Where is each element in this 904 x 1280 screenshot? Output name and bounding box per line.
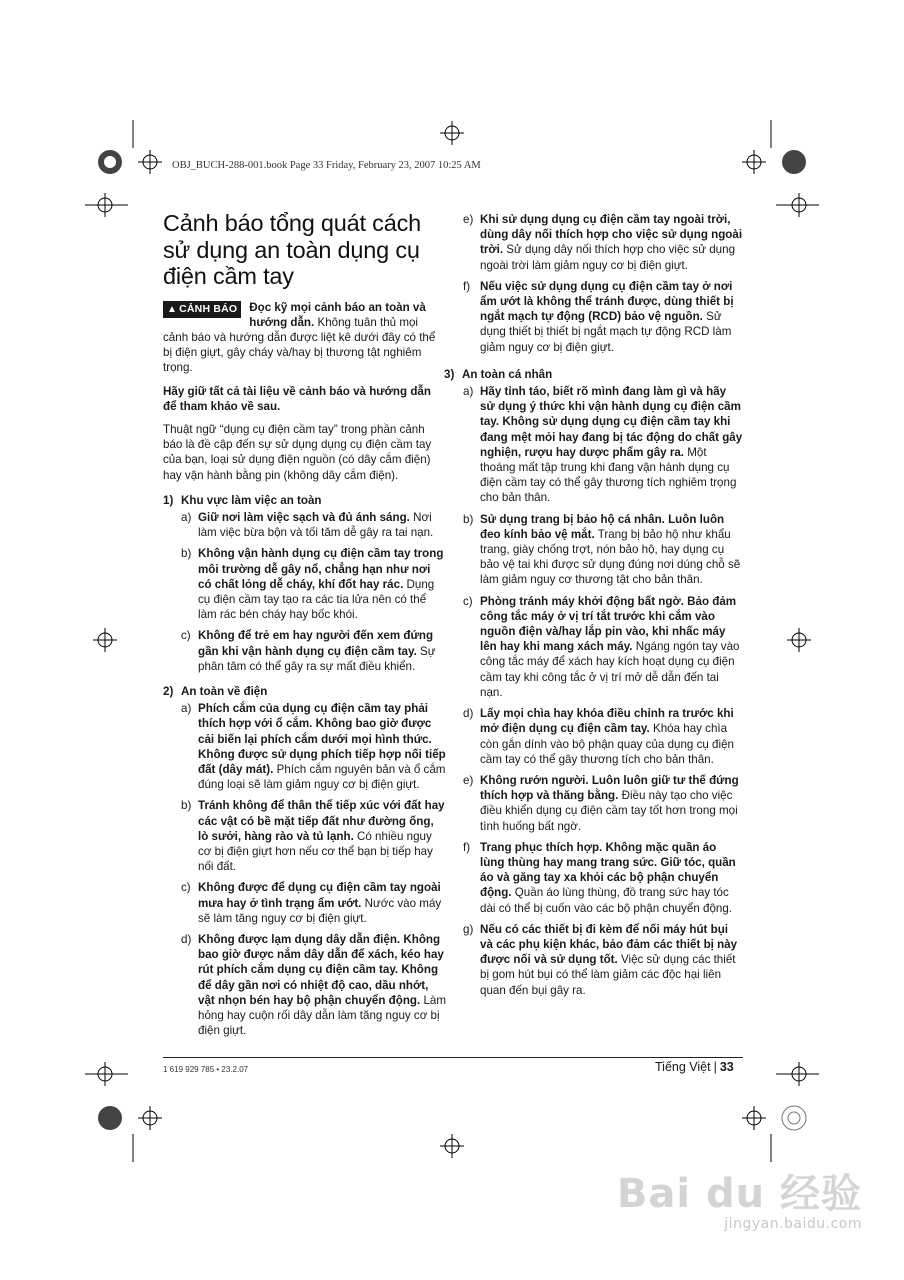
reg-crosshair-bottom-center-icon bbox=[440, 1134, 464, 1158]
footer-separator: | bbox=[713, 1060, 717, 1074]
footer-code: 1 619 929 785 • 23.2.07 bbox=[163, 1065, 249, 1074]
list-item: g) Nếu có các thiết bị đi kèm để nối máy hút bụi và các phụ kiện khác, bảo đảm các thiết bị này được nối và sử dụng tốt. Việc sử dụng các thiết bị gom hút bụi có thể làm giảm các độc hại liên quan đến bụi gây ra. bbox=[463, 922, 738, 997]
reg-crosshair-top-center-icon bbox=[440, 121, 464, 145]
section-personal-safety bbox=[445, 367, 743, 998]
right-column bbox=[444, 212, 743, 1004]
reg-target-top-left-icon bbox=[98, 150, 122, 174]
reg-crosshair-top-left-icon bbox=[138, 150, 162, 174]
warning-bold: Đọc kỹ mọi cảnh báo an toàn và hướng dẫn. bbox=[249, 300, 426, 329]
watermark-url: jingyan.baidu.com bbox=[724, 1216, 862, 1232]
footer-divider bbox=[163, 1057, 743, 1058]
term-note: Thuật ngữ “dụng cụ điện cầm tay” trong phần cảnh báo là đề cập đến sự sử dụng dụng cụ điện cầm tay của bạn, loại sử dụng điện nguồn (có dây cắm điện) hay vận hành bằng pin (không dây cắm điện). bbox=[163, 422, 432, 482]
list-item: a) Hãy tỉnh táo, biết rõ mình đang làm gì và hãy sử dụng ý thức khi vận hành dụng cụ điện cầm tay. Không sử dụng dụng cụ điện cầm tay khi đang mệt mỏi hay đang bị tác động do chất gây nghiện, rượu hay dược phẩm gây ra. Một thoáng mất tập trung khi đang vận hành dụng cụ điện cầm tay có thể gây thương tích nghiêm trọng cho bản thân. bbox=[463, 385, 743, 505]
reg-crosshair-left-bottom-icon bbox=[93, 1062, 117, 1086]
list-item: c) Phòng tránh máy khởi động bất ngờ. Bảo đảm công tắc máy ở vị trí tắt trước khi cắm vào nguồn điện và/hay lắp pin vào, khi nhấc máy lên hay khi mang xách máy. Ngáng ngón tay vào công tắc máy để xách hay kích hoạt dụng cụ điện cầm tay khi công tắc ở vị trí mở dễ dẫn đến tai nạn. bbox=[463, 594, 740, 699]
reg-crosshair-bottom-left-icon bbox=[138, 1106, 162, 1130]
section-heading: 3) An toàn cá nhân bbox=[444, 367, 553, 381]
page-title: Cảnh báo tổng quát cách sử dụng an toàn dụng cụ điện cầm tay bbox=[163, 210, 422, 289]
list-item: f) Trang phục thích hợp. Không mặc quần áo lùng thùng hay mang trang sức. Giữ tóc, quần áo và găng tay xa khỏi các bộ phận chuyển động. Quần áo lùng thùng, đồ trang sức hay tóc dài có thể bị cuốn vào các bộ phận chuyển động. bbox=[463, 840, 736, 915]
watermark-brand: Bai du 经验 bbox=[616, 1171, 862, 1217]
keep-docs-note: Hãy giữ tất cả tài liệu về cảnh báo và hướng dẫn để tham khảo về sau. bbox=[163, 384, 431, 413]
reg-crosshair-left-top-icon bbox=[93, 193, 117, 217]
warning-text: Không tuân thủ mọi cảnh báo và hướng dẫn được liệt kê dưới đây có thể bị điện giựt, gây cháy và/hay bị thương tật nghiêm trọng. bbox=[163, 315, 436, 375]
reg-target-top-right-icon bbox=[782, 150, 806, 174]
warning-triangle-icon: ▲ bbox=[167, 303, 178, 315]
footer-page-label bbox=[655, 1060, 734, 1074]
reg-crosshair-right-mid-icon bbox=[787, 628, 811, 652]
reg-crosshair-left-mid-icon bbox=[93, 628, 117, 652]
reg-crosshair-top-right-icon bbox=[742, 150, 766, 174]
section-work-area bbox=[163, 493, 446, 674]
list-item: e) Không rướn người. Luôn luôn giữ tư thế đứng thích hợp và thăng bằng. Điều này tạo cho việc điều khiển dụng cụ điện cầm tay tốt hơn trong mọi tình huống bất ngờ. bbox=[463, 773, 739, 833]
list-item: c) Không được để dụng cụ điện cầm tay ngoài mưa hay ở tình trạng ẩm ướt. Nước vào máy sẽ làm tăng nguy cơ bị điện giựt. bbox=[181, 881, 442, 925]
section-electrical-safety bbox=[163, 684, 446, 1038]
page-number: 33 bbox=[719, 1060, 734, 1074]
reg-crosshair-right-bottom-icon bbox=[787, 1062, 811, 1086]
list-item: b) Không vận hành dụng cụ điện cầm tay trong môi trường dễ gây nổ, chẳng hạn như nơi có chất lỏng dễ cháy, khí đốt hay rác. Dụng cụ điện cầm tay tạo ra các tia lửa nên có thể làm rác bén cháy hay bốc khói. bbox=[181, 547, 444, 622]
section-heading: 2) An toàn về điện bbox=[163, 684, 268, 698]
section-heading: 1) Khu vực làm việc an toàn bbox=[163, 493, 322, 507]
list-item: c) Không để trẻ em hay người đến xem đứng gần khi vận hành dụng cụ điện cầm tay. Sự phân tâm có thể gây ra sự mất điều khiển. bbox=[181, 629, 436, 673]
footer-language: Tiếng Việt bbox=[655, 1060, 711, 1074]
warning-badge: ▲ CẢNH BÁO bbox=[163, 301, 241, 318]
list-item: e) Khi sử dụng dụng cụ điện cầm tay ngoài trời, dùng dây nối thích hợp cho việc sử dụng ngoài trời. Sử dụng dây nối thích hợp cho việc sử dụng ngoài trời làm giảm nguy cơ bị điện giựt. bbox=[463, 213, 743, 272]
reg-target-bottom-left-icon bbox=[98, 1106, 122, 1130]
list-item: d) Lấy mọi chìa hay khóa điều chỉnh ra trước khi mở điện dụng cụ điện cầm tay. Khóa hay chìa còn gắn dính vào bộ phận quay của dụng cụ điện cầm tay có thể gây thương tích cho bản thân. bbox=[463, 707, 734, 766]
watermark bbox=[617, 1172, 862, 1232]
warning-block bbox=[163, 300, 446, 376]
list-item: a) Phích cắm của dụng cụ điện cầm tay phải thích hợp với ổ cắm. Không bao giờ được cải biến lại phích cắm dưới mọi hình thức. Không được sử dụng phích tiếp hợp nối tiếp đất (dây mát). Phích cắm nguyên bản và ổ cắm đúng loại sẽ làm giảm nguy cơ bị điện giựt. bbox=[181, 702, 446, 792]
list-item: f) Nếu việc sử dụng dụng cụ điện cầm tay ở nơi ẩm ướt là không thể tránh được, dùng thiết bị ngắt mạch tự động (RCD) bảo vệ nguồn. Sử dụng thiết bị thiết bị ngắt mạch tự động RCD làm giảm nguy cơ bị điện giựt. bbox=[463, 279, 734, 354]
list-item: b) Sử dụng trang bị bảo hộ cá nhân. Luôn luôn đeo kính bảo vệ mắt. Trang bị bảo hộ như khẩu trang, giày chống trợt, nón bảo hộ, hay dụng cụ bảo vệ tai khi được sử dụng đúng nơi dúng chỗ sẽ làm giảm nguy cơ thương tật cho bản thân. bbox=[463, 512, 741, 587]
reg-target-bottom-right-icon bbox=[782, 1106, 806, 1130]
list-item: a) Giữ nơi làm việc sạch và đủ ánh sáng. Nơi làm việc bừa bộn và tối tăm dễ gây ra tai nạn. bbox=[181, 510, 434, 540]
reg-crosshair-right-top-icon bbox=[787, 193, 811, 217]
print-header: OBJ_BUCH-288-001.book Page 33 Friday, February 23, 2007 10:25 AM bbox=[172, 160, 481, 171]
list-item: d) Không được lạm dụng dây dẫn điện. Không bao giờ được nắm dây dẫn để xách, kéo hay rút phích cắm dụng cụ điện cầm tay. Không để dây gần nơi có nhiệt độ cao, dầu nhớt, vật nhọn bén hay bộ phận chuyển động. Làm hỏng hay cuộn rối dây dẫn làm tăng nguy cơ bị điện giựt. bbox=[181, 933, 446, 1038]
list-item: b) Tránh không để thân thể tiếp xúc với đất hay các vật có bề mặt tiếp đất như đường ống, lò sưởi, hàng rào và tủ lạnh. Có nhiều nguy cơ bị điện giựt hơn nếu cơ thể bạn bị tiếp hay nối đất. bbox=[181, 799, 445, 874]
left-column bbox=[163, 210, 446, 1044]
reg-crosshair-bottom-right-icon bbox=[742, 1106, 766, 1130]
